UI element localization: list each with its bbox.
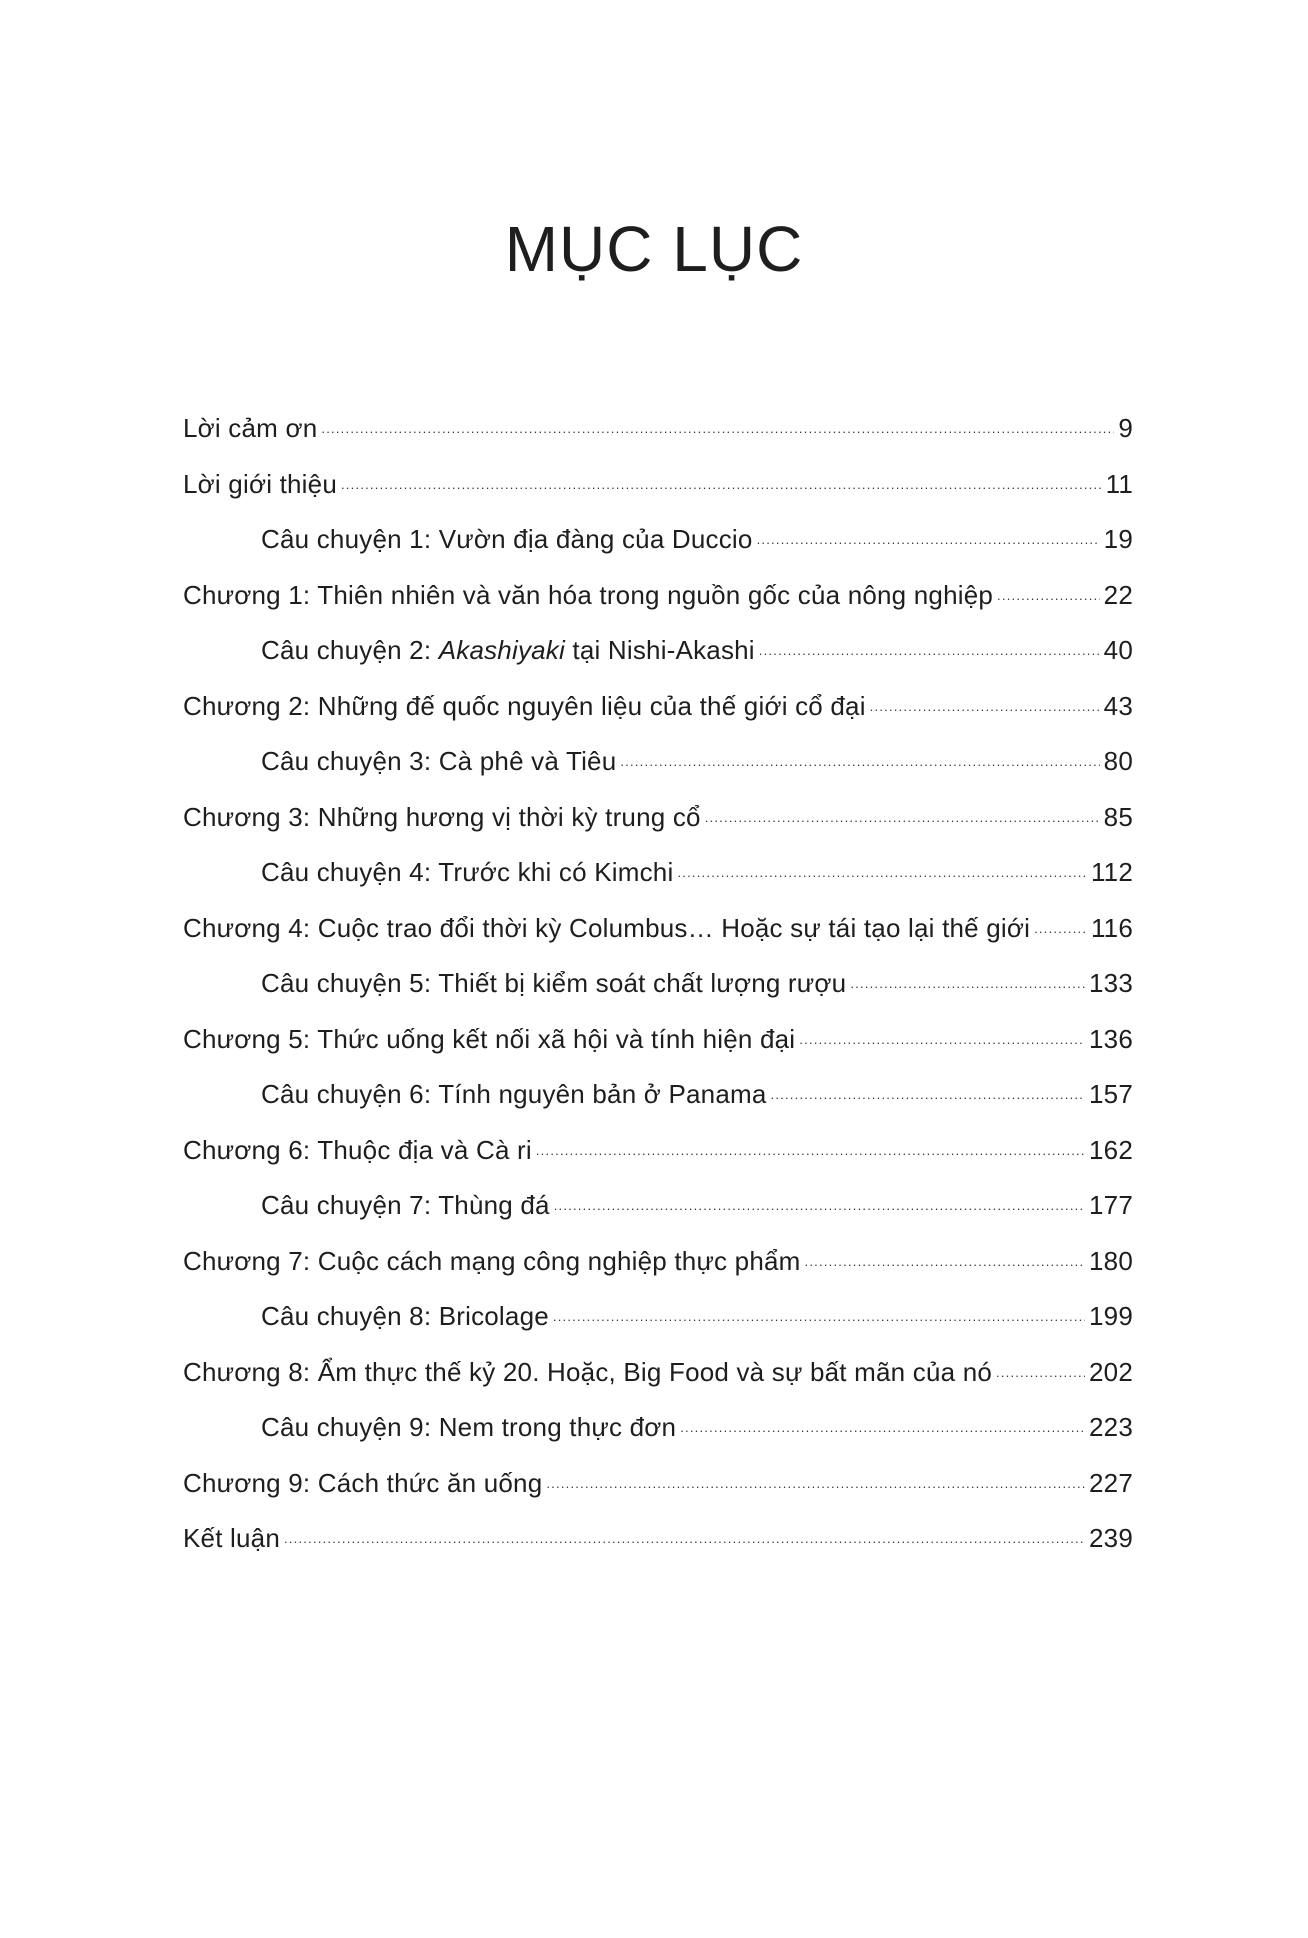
entry-page: 223 — [1085, 1411, 1133, 1444]
entry-title: Câu chuyện 3: Cà phê và Tiêu . . . — [261, 746, 616, 776]
entry-page: 19 — [1100, 523, 1133, 556]
entry-page: 22 — [1100, 579, 1133, 612]
toc-entry[interactable] — [183, 1245, 1133, 1278]
entry-page: 133 — [1085, 967, 1133, 1000]
entry-title: Lời giới thiệu . . . — [183, 469, 337, 499]
entry-page: 43 — [1100, 690, 1133, 723]
entry-page: 85 — [1100, 801, 1133, 834]
entry-page: 157 — [1085, 1078, 1133, 1111]
toc-entry-story[interactable] — [183, 634, 1133, 667]
toc-entry[interactable] — [183, 1467, 1133, 1500]
entry-title: Câu chuyện 1: Vườn địa đàng của Duccio . . . — [261, 524, 753, 554]
toc-entry-story[interactable] — [183, 745, 1133, 778]
toc-entry-story[interactable] — [183, 967, 1133, 1000]
entry-title: Chương 2: Những đế quốc nguyên liệu của thế giới cổ đại . . . — [183, 691, 866, 721]
toc-entry-story[interactable] — [183, 1189, 1133, 1222]
entry-title: Chương 4: Cuộc trao đổi thời kỳ Columbus… Hoặc sự tái tạo lại thế giới . . . — [183, 913, 1030, 943]
entry-title: Chương 7: Cuộc cách mạng công nghiệp thực phẩm . . . — [183, 1246, 801, 1276]
entry-title: Lời cảm ơn . . . — [183, 413, 317, 443]
entry-page: 202 — [1085, 1356, 1133, 1389]
entry-title: Chương 1: Thiên nhiên và văn hóa trong nguồn gốc của nông nghiệp . . . — [183, 580, 993, 610]
toc-entry-story[interactable] — [183, 1078, 1133, 1111]
toc-entry-story[interactable] — [183, 856, 1133, 889]
entry-page: 177 — [1085, 1189, 1133, 1222]
toc-entry[interactable] — [183, 1522, 1133, 1555]
entry-page: 40 — [1100, 634, 1133, 667]
entry-title: Câu chuyện 6: Tính nguyên bản ở Panama . . . — [261, 1079, 767, 1109]
entry-page: 136 — [1085, 1023, 1133, 1056]
entry-page: 239 — [1085, 1522, 1133, 1555]
toc-entry[interactable] — [183, 912, 1133, 945]
toc-entry-story[interactable] — [183, 1411, 1133, 1444]
entry-page: 227 — [1085, 1467, 1133, 1500]
entry-title: Chương 3: Những hương vị thời kỳ trung cổ . . . — [183, 802, 701, 832]
entry-page: 180 — [1085, 1245, 1133, 1278]
entry-title-prefix: Câu chuyện 2: — [261, 635, 439, 665]
toc-entry[interactable] — [183, 1356, 1133, 1389]
entry-page: 80 — [1100, 745, 1133, 778]
entry-page: 162 — [1085, 1134, 1133, 1167]
entry-title: Chương 9: Cách thức ăn uống . . . — [183, 1468, 542, 1498]
page-title: MỤC LỤC — [504, 213, 804, 285]
entry-title: Câu chuyện 5: Thiết bị kiểm soát chất lượng rượu . . . — [261, 968, 846, 998]
table-of-contents — [183, 412, 1133, 1578]
entry-title: Câu chuyện 7: Thùng đá . . . — [261, 1190, 550, 1220]
toc-entry[interactable] — [183, 1023, 1133, 1056]
entry-title — [261, 635, 755, 665]
entry-page: 199 — [1085, 1300, 1133, 1333]
toc-entry[interactable] — [183, 468, 1133, 501]
entry-title: Câu chuyện 4: Trước khi có Kimchi . . . — [261, 857, 673, 887]
entry-page: 9 — [1114, 412, 1133, 445]
toc-entry-story[interactable] — [183, 523, 1133, 556]
toc-entry[interactable] — [183, 801, 1133, 834]
entry-title-suffix: tại Nishi-Akashi — [564, 635, 755, 665]
toc-entry-story[interactable] — [183, 1300, 1133, 1333]
toc-entry[interactable] — [183, 412, 1133, 445]
entry-title: Kết luận . . . — [183, 1523, 280, 1553]
entry-page: 116 — [1087, 912, 1133, 945]
entry-page: 11 — [1102, 468, 1133, 501]
toc-entry[interactable] — [183, 1134, 1133, 1167]
toc-entry[interactable] — [183, 579, 1133, 612]
entry-page: 112 — [1087, 856, 1133, 889]
entry-title-italic: Akashiyaki — [438, 635, 565, 665]
entry-title: Chương 5: Thức uống kết nối xã hội và tính hiện đại . . . — [183, 1024, 795, 1054]
entry-title: Chương 6: Thuộc địa và Cà ri . . . — [183, 1135, 532, 1165]
entry-title: Câu chuyện 8: Bricolage . . . — [261, 1301, 549, 1331]
entry-title: Chương 8: Ẩm thực thế kỷ 20. Hoặc, Big Food và sự bất mãn của nó . . . — [183, 1357, 992, 1387]
entry-title: Câu chuyện 9: Nem trong thực đơn . . . — [261, 1412, 676, 1442]
toc-entry[interactable] — [183, 690, 1133, 723]
